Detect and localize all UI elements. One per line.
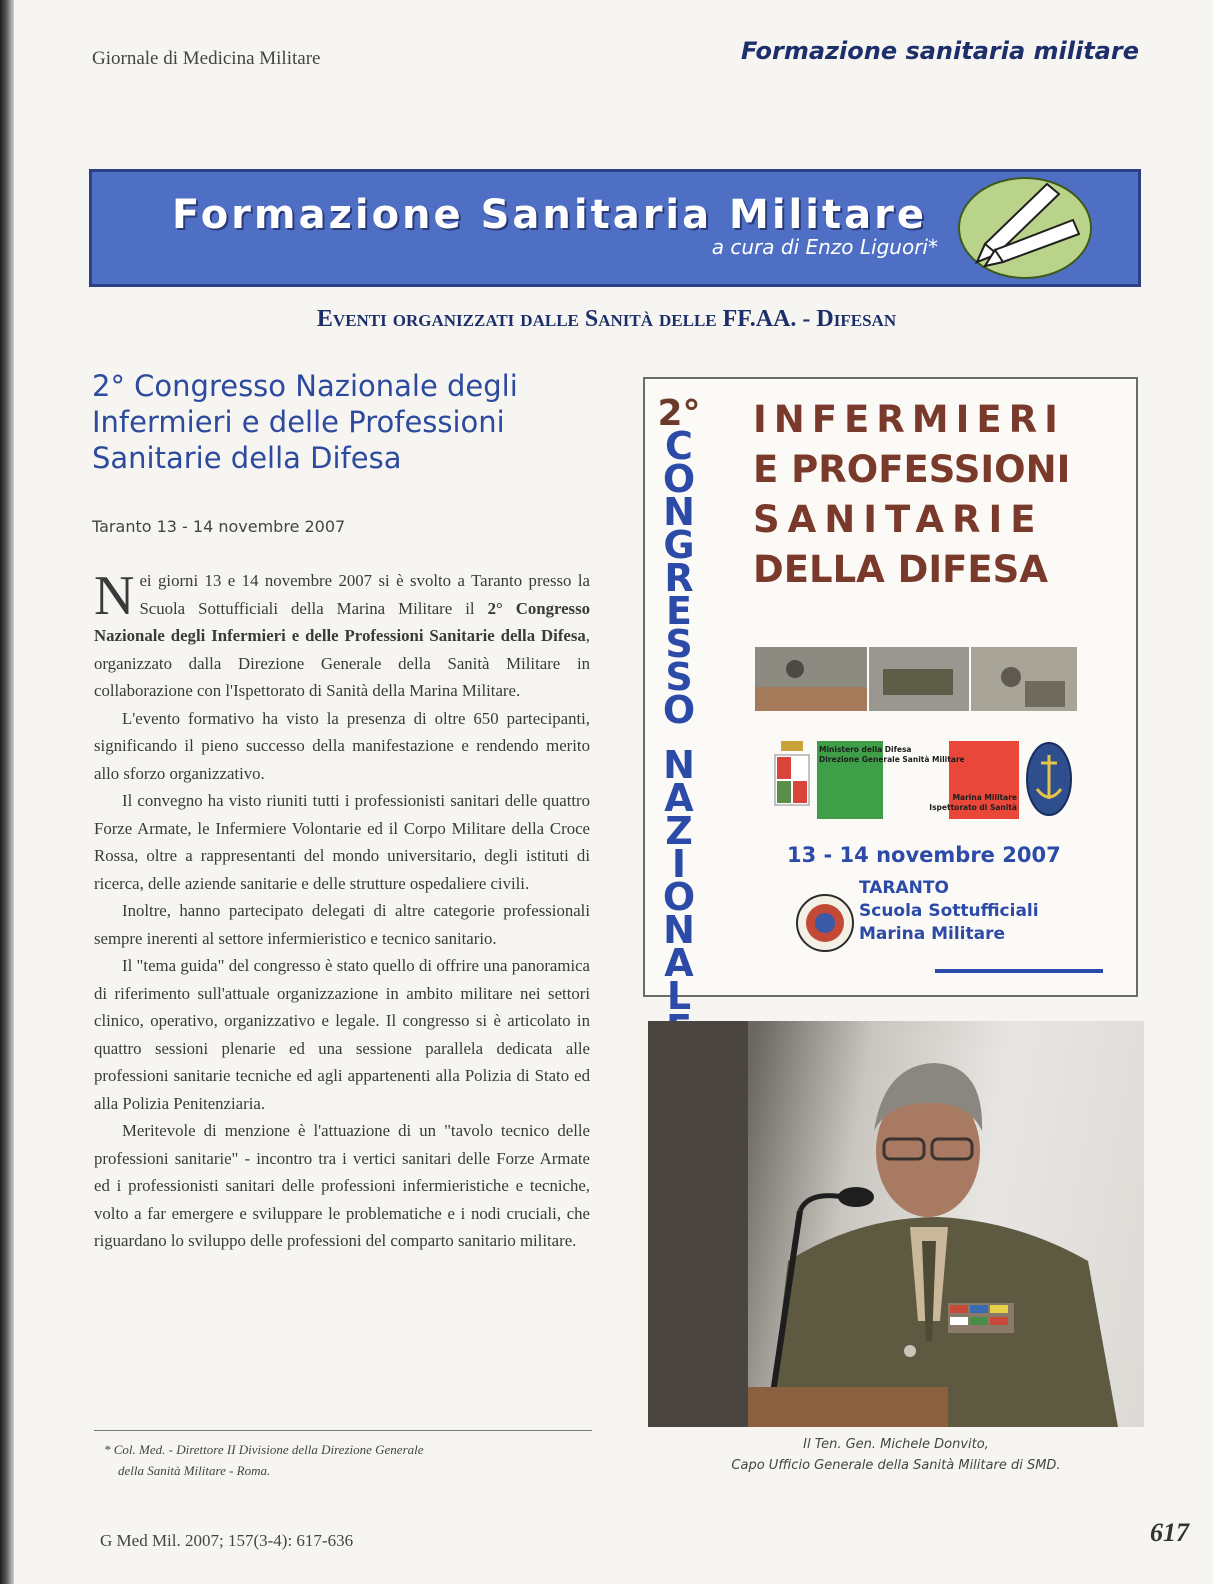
poster-heading-line: E PROFESSIONI (753, 448, 1071, 491)
poster-vertical-letters (649, 424, 709, 1046)
poster-rule (935, 969, 1103, 973)
footnote-line-1: * Col. Med. - Direttore II Divisione della Direzione Generale (104, 1442, 424, 1457)
poster-number: 2° (657, 393, 701, 434)
poster-vertical-letter: O (662, 688, 696, 732)
poster-date: 13 - 14 novembre 2007 (787, 843, 1061, 867)
poster-heading-line: INFERMIERI (753, 398, 1065, 441)
article-date: Taranto 13 - 14 novembre 2007 (92, 517, 346, 536)
poster-school-line-2: Marina Militare (859, 924, 1006, 944)
ministry-logo-text (819, 745, 965, 765)
page-number: 617 (1150, 1518, 1189, 1547)
caption-line-2: Capo Ufficio Generale della Sanità Militare di SMD. (731, 1458, 1061, 1473)
footnote-divider (94, 1430, 592, 1431)
citation: G Med Mil. 2007; 157(3-4): 617-636 (100, 1531, 354, 1550)
poster-heading-line: SANITARIE (753, 498, 1044, 541)
poster-vertical-letter: O (662, 457, 696, 501)
navy-logo-line: Ispettorato di Sanità (929, 803, 1017, 812)
poster-vertical-letter: N (663, 908, 695, 952)
pen-icon (955, 174, 1095, 282)
poster-heading (753, 395, 1133, 595)
paragraph-6: Meritevole di menzione è l'attuazione di un "tavolo tecnico delle professioni sanitarie" - incontro tra i vertici sanitari delle Forze Armate ed i professionisti sanitari delle professioni infermieristiche e tecniche, volto a far emergere e sviluppare le problematiche e i nodi cruciali, che riguardano lo sviluppo delle professioni del comparto sanitario militare. (94, 1121, 590, 1250)
portrait-photo (648, 1021, 1144, 1427)
school-seal-icon (795, 893, 855, 953)
journal-name: Giornale di Medicina Militare (92, 48, 321, 69)
poster-vertical-letter: S (665, 655, 693, 699)
poster-vertical-letter: E (666, 589, 692, 633)
article-body (94, 567, 590, 1255)
poster-vertical-letter: R (664, 556, 694, 600)
banner-title: Formazione Sanitaria Militare (172, 192, 927, 238)
paragraph-1 (94, 567, 590, 705)
paragraph-1-rest: , organizzato dalla Direzione Generale della Sanità Militare in collaborazione con l'Ispettorato di Sanità della Marina Militare. (94, 626, 590, 700)
paragraph-5: Il "tema guida" del congresso è stato quello di offrire una panoramica di riferimento sull'attuale organizzazione in ambito militare nei settori clinico, operativo, organizzativo e legale. Il congresso si è articolato in quattro sessioni plenarie ed una sessione parallela dedicata alle professioni sanitarie tecniche ed agli appartenenti alla Polizia di Stato ed alla Polizia Penitenziaria. (94, 956, 590, 1113)
ministry-logo-line: Ministero della Difesa (819, 745, 912, 754)
congress-poster (643, 377, 1138, 1018)
section-heading: Formazione sanitaria militare (740, 37, 1139, 65)
poster-vertical-letter: C (665, 424, 693, 468)
poster-vertical-letter: I (671, 842, 687, 886)
caption-line-1: Il Ten. Gen. Michele Donvito, (803, 1437, 989, 1452)
banner-subtitle: a cura di Enzo Liguori* (711, 235, 938, 259)
photo-caption (648, 1434, 1144, 1476)
article-title: 2° Congresso Nazionale degli Infermieri e delle Professioni Sanitarie della Difesa (92, 369, 518, 475)
page-spine-shadow (0, 0, 14, 1584)
poster-vertical-letter: N (663, 743, 695, 787)
footnote (104, 1439, 574, 1481)
events-subheading: Eventi organizzati dalle Sanità delle FF.AA. - Difesan (316, 306, 897, 332)
paragraph-1-lead: ei giorni 13 e 14 novembre 2007 si è svolto a Taranto presso la Scuola Sottufficiali della Marina Militare il (139, 571, 590, 618)
poster-heading-line: DELLA DIFESA (753, 548, 1048, 591)
poster-city: TARANTO (859, 878, 949, 898)
poster-vertical-letter: O (662, 875, 696, 919)
paragraph-4: Inoltre, hanno partecipato delegati di altre categorie professionali sempre inerenti al settore infermieristico e tecnico sanitario. (94, 901, 590, 948)
paragraph-2: L'evento formativo ha visto la presenza di oltre 650 partecipanti, significando il pieno successo della manifestazione e rendendo merito allo sforzo organizzativo. (94, 708, 590, 783)
poster-vertical-letter: L (666, 974, 692, 1018)
poster-vertical-letter: S (665, 622, 693, 666)
paragraph-3: Il convegno ha visto riuniti tutti i professionisti sanitari delle quattro Forze Armate, le Infermiere Volontarie ed il Corpo Militare della Croce Rossa, oltre a rappresentanti del mondo universitario, degli istituti di ricerca, delle aziende sanitarie e delle strutture ospedaliere civili. (94, 791, 590, 893)
footnote-line-2: della Sanità Militare - Roma. (118, 1463, 271, 1478)
paragraph-1-bold: 2° Congresso Nazionale degli Infermieri e delle Professioni Sanitarie della Difesa (94, 598, 590, 645)
poster-location (859, 877, 1039, 946)
poster-vertical-letter: N (663, 490, 695, 534)
poster-logos (771, 741, 1071, 821)
drop-cap: N (94, 565, 135, 627)
poster-school-line-1: Scuola Sottufficiali (859, 901, 1039, 921)
ministry-logo-line: Direzione Generale Sanità Militare (819, 755, 965, 764)
navy-anchor-crest-icon (1025, 741, 1073, 817)
poster-vertical-title (649, 393, 709, 1046)
poster-photo-strip (755, 647, 1077, 711)
poster-vertical-letter: A (664, 776, 694, 820)
italian-army-crest-icon (771, 741, 813, 819)
poster-vertical-letter: A (664, 941, 694, 985)
poster-vertical-letter: G (663, 523, 695, 567)
poster-vertical-letter: Z (665, 809, 693, 853)
navy-logo-text (921, 793, 1017, 813)
navy-logo-line: Marina Militare (952, 793, 1017, 802)
